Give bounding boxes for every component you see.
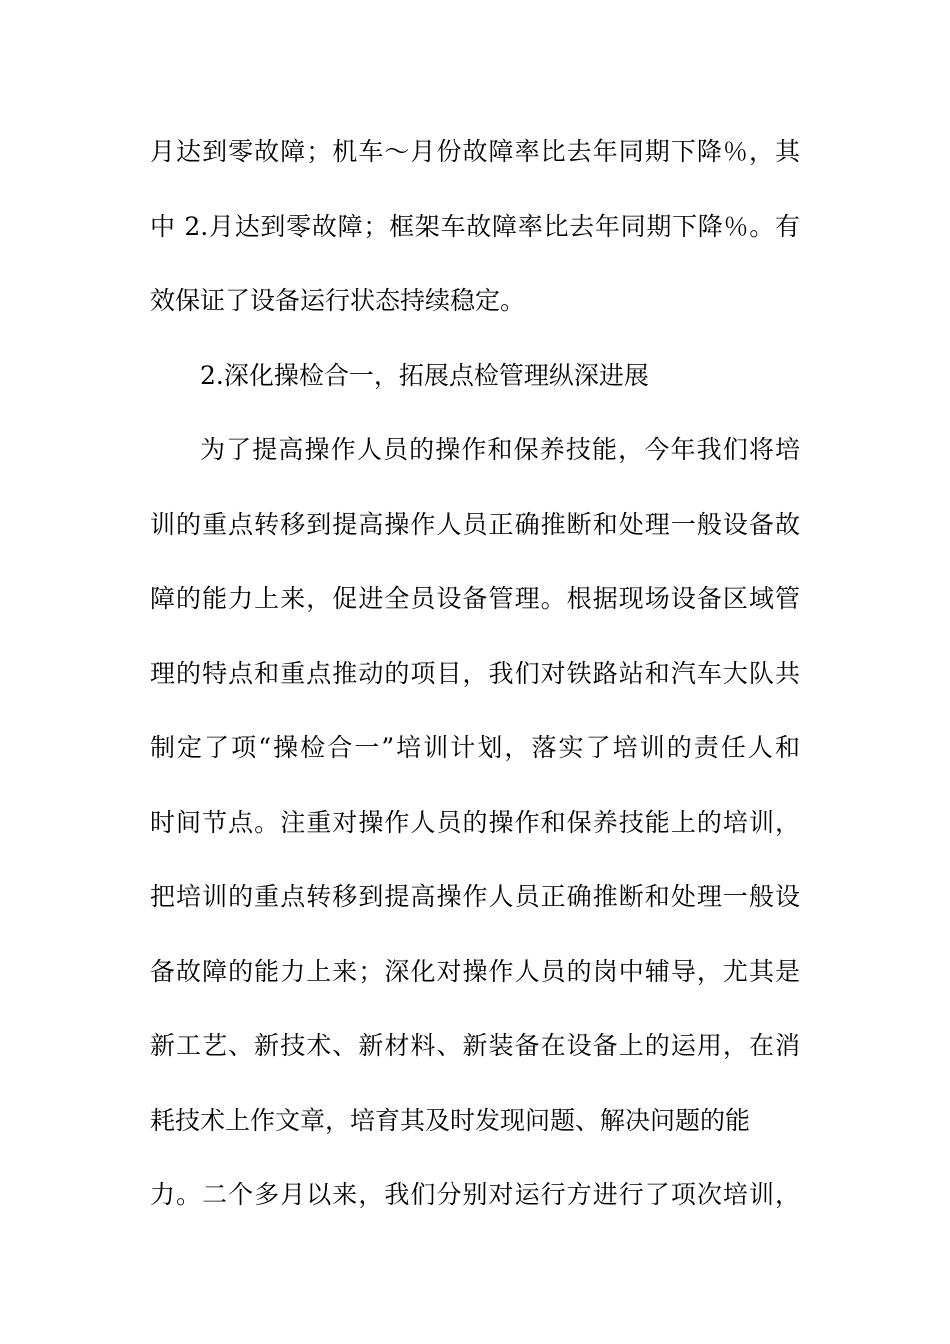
text-line: 月达到零故障；机车～月份故障率比去年同期下降％，其	[150, 137, 800, 166]
text-line: 中 2.月达到零故障；框架车故障率比去年同期下降％。有	[150, 212, 800, 241]
text-line: 训的重点转移到提高操作人员正确推断和处理一般设备故	[150, 510, 800, 539]
text-line: 制定了项“操检合一”培训计划，落实了培训的责任人和	[150, 733, 800, 762]
text-line: 备故障的能力上来；深化对操作人员的岗中辅导，尤其是	[150, 957, 800, 986]
text-line: 为了提高操作人员的操作和保养技能，今年我们将培	[200, 435, 800, 464]
section-heading: 2.深化操检合一，拓展点检管理纵深进展	[200, 361, 649, 390]
text-line: 力。二个多月以来，我们分别对运行方进行了项次培训，	[150, 1180, 800, 1209]
text-line: 新工艺、新技术、新材料、新装备在设备上的运用，在消	[150, 1031, 800, 1060]
text-line: 耗技术上作文章，培育其及时发现问题、解决问题的能	[150, 1106, 751, 1135]
text-line: 把培训的重点转移到提高操作人员正确推断和处理一般设	[150, 882, 800, 911]
text-line: 理的特点和重点推动的项目，我们对铁路站和汽车大队共	[150, 659, 800, 688]
text-line: 障的能力上来，促进全员设备管理。根据现场设备区域管	[150, 584, 800, 613]
text-line: 效保证了设备运行状态持续稳定。	[150, 286, 526, 315]
text-line: 时间节点。注重对操作人员的操作和保养技能上的培训，	[150, 808, 800, 837]
